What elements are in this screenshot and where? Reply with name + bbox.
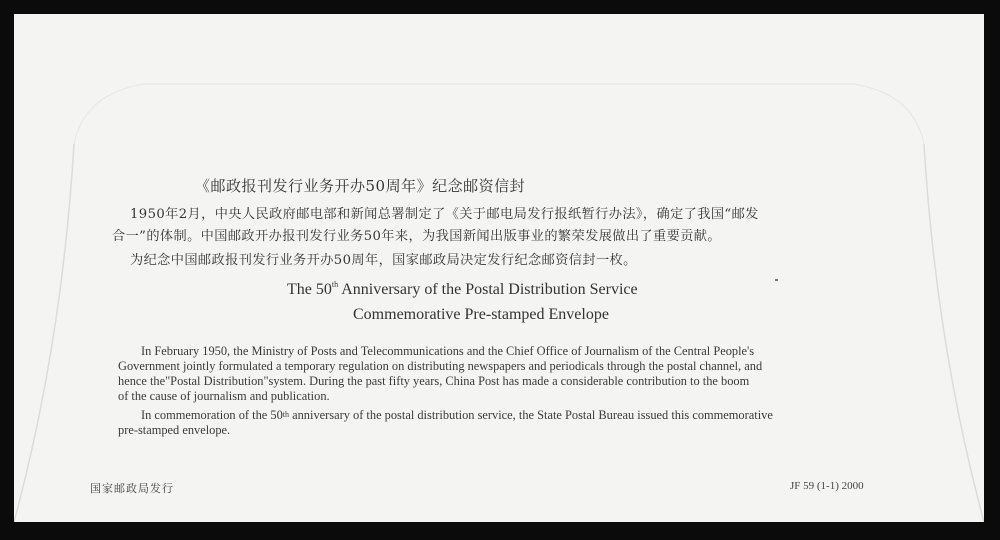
envelope-back	[14, 14, 984, 522]
chinese-paragraph-2: 为纪念中国邮政报刊发行业务开办50周年，国家邮政局决定发行纪念邮资信封一枚。	[130, 253, 637, 268]
chinese-title: 《邮政报刊发行业务开办50周年》纪念邮资信封	[195, 177, 526, 195]
english-paragraph-2-prefix: In commemoration of the 50	[141, 408, 283, 422]
english-title-line-2: Commemorative Pre-stamped Envelope	[353, 306, 609, 323]
english-paragraph-1-line-3: hence the"Postal Distribution"system. During the past fifty years, China Post has made a considerable contribution to the boom	[118, 374, 750, 388]
english-paragraph-1-line-4: of the cause of journalism and publication.	[118, 389, 330, 403]
english-title-suffix: Anniversary of the Postal Distribution Service	[338, 281, 638, 298]
envelope-code: JF 59 (1-1) 2000	[790, 480, 864, 492]
english-title-prefix: The 50	[287, 281, 332, 298]
english-paragraph-2-superscript: th	[282, 410, 290, 419]
envelope-flap-lines	[14, 14, 984, 522]
english-paragraph-2-line-1	[141, 408, 773, 423]
english-paragraph-1-line-2: Government jointly formulated a temporary regulation on distributing newspapers and periodicals through the postal channel, and	[118, 359, 763, 373]
english-paragraph-2-suffix: anniversary of the postal distribution service, the State Postal Bureau issued this commemorative	[289, 408, 773, 422]
chinese-paragraph-1-line-1: 1950年2月，中央人民政府邮电部和新闻总署制定了《关于邮电局发行报纸暂行办法》，确定了我国“邮发	[130, 207, 759, 222]
ink-speck	[775, 279, 778, 281]
english-title-superscript: th	[331, 280, 339, 289]
chinese-paragraph-1-line-2: 合一”的体制。中国邮政开办报刊发行业务50年来，为我国新闻出版事业的繁荣发展做出了重要贡献。	[112, 229, 721, 244]
english-title-line-1	[287, 281, 638, 299]
english-paragraph-2-line-2: pre-stamped envelope.	[118, 423, 231, 437]
english-paragraph-1-line-1: In February 1950, the Ministry of Posts and Telecommunications and the Chief Office of Journalism of the Central People's	[141, 344, 755, 358]
issuer-label: 国家邮政局发行	[90, 482, 174, 495]
